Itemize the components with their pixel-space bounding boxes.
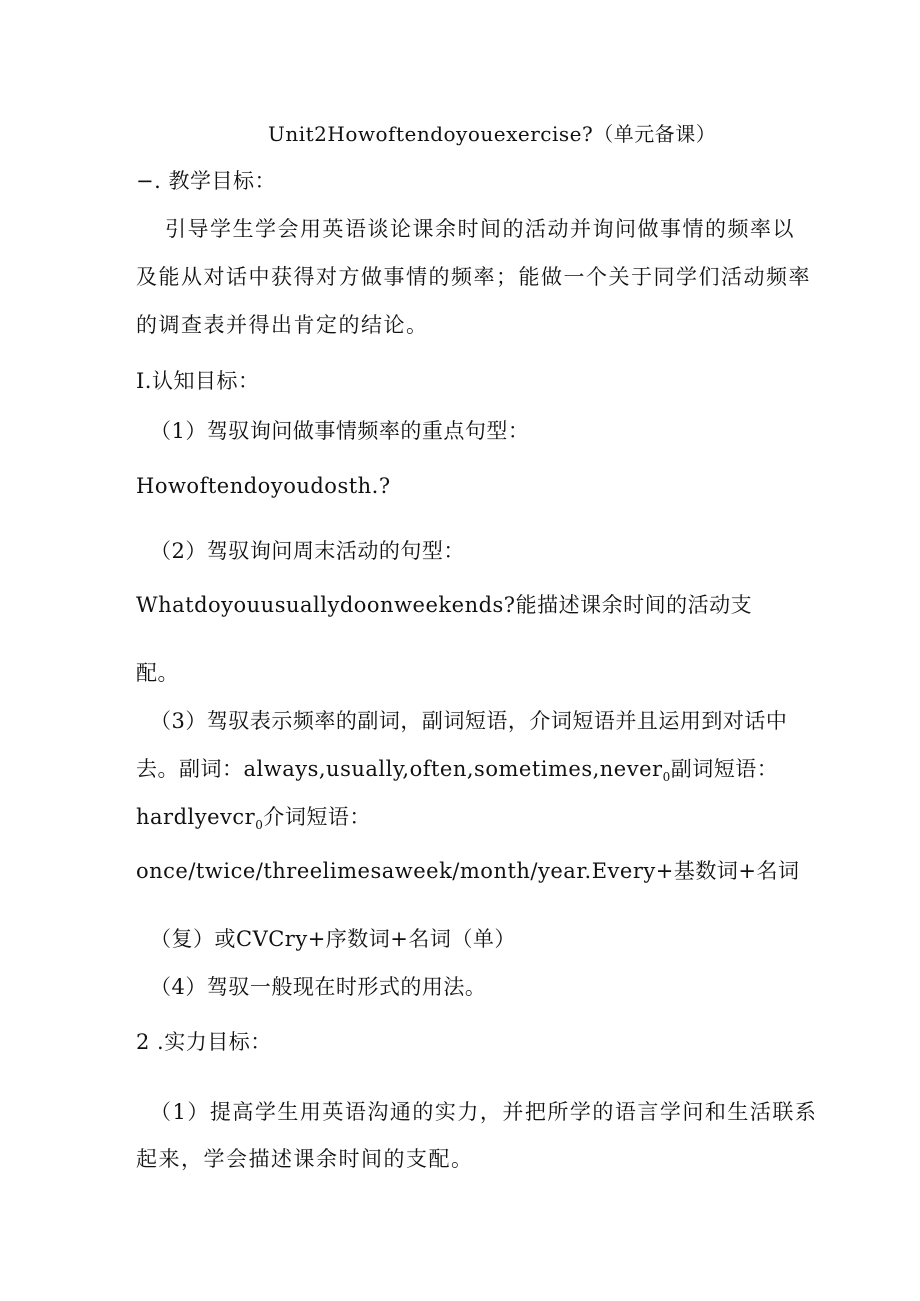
item-2-label: （2）驾驭询问周末活动的句型： — [150, 539, 465, 563]
item-3-line-1: （3）驾驭表示频率的副词，副词短语，介词短语并且运用到对话中 — [150, 709, 788, 733]
section-heading-teaching-goals: −. 教学目标： — [136, 169, 276, 193]
document-title: Unit2Howoftendoyouexercise?（单元备课） — [268, 122, 717, 146]
intro-paragraph-line-3: 的调查表并得出肯定的结论。 — [136, 313, 429, 337]
item-3-line-5: （复）或CVCry+序数词+名词（单） — [150, 927, 516, 951]
item-1-sentence: Howoftendoyoudosth.? — [136, 474, 391, 498]
cognitive-goals-heading: I.认知目标： — [136, 369, 260, 393]
ability-item-1-line-1: （1）提高学生用英语沟通的实力，并把所学的语言学问和生活联系 — [150, 1100, 818, 1124]
item-2-sentence: Whatdoyouusuallydoonweekends?能描述课余时间的活动支 — [136, 593, 753, 617]
adverbs-list: 去。副词：always,usually,often,sometimes,never — [136, 757, 663, 781]
ability-goals-heading: 2 .实力目标： — [136, 1030, 272, 1054]
item-4: （4）驾驭一般现在时形式的用法。 — [150, 975, 487, 999]
prep-phrase-label: 介词短语： — [263, 805, 371, 829]
item-1-label: （1）驾驭询问做事情频率的重点句型： — [150, 419, 530, 443]
item-3-line-4: once/twice/threelimesaweek/month/year.Every+基数词+名词 — [136, 859, 800, 883]
item-3-line-2 — [136, 754, 778, 784]
subscript-zero: 0 — [255, 818, 264, 832]
item-3-line-3 — [136, 802, 371, 832]
subscript-zero: 0 — [662, 770, 671, 784]
item-2-continuation: 配。 — [136, 661, 179, 685]
adverb-phrase-text: hardlyevcr — [136, 805, 256, 829]
intro-paragraph-line-1: 引导学生学会用英语谈论课余时间的活动并询问做事情的频率以 — [165, 217, 795, 241]
adverb-phrase-label: 副词短语： — [670, 757, 779, 781]
intro-paragraph-line-2: 及能从对话中获得对方做事情的频率；能做一个关于同学们活动频率 — [136, 265, 811, 289]
ability-item-1-line-2: 起来，学会描述课余时间的支配。 — [136, 1147, 474, 1171]
